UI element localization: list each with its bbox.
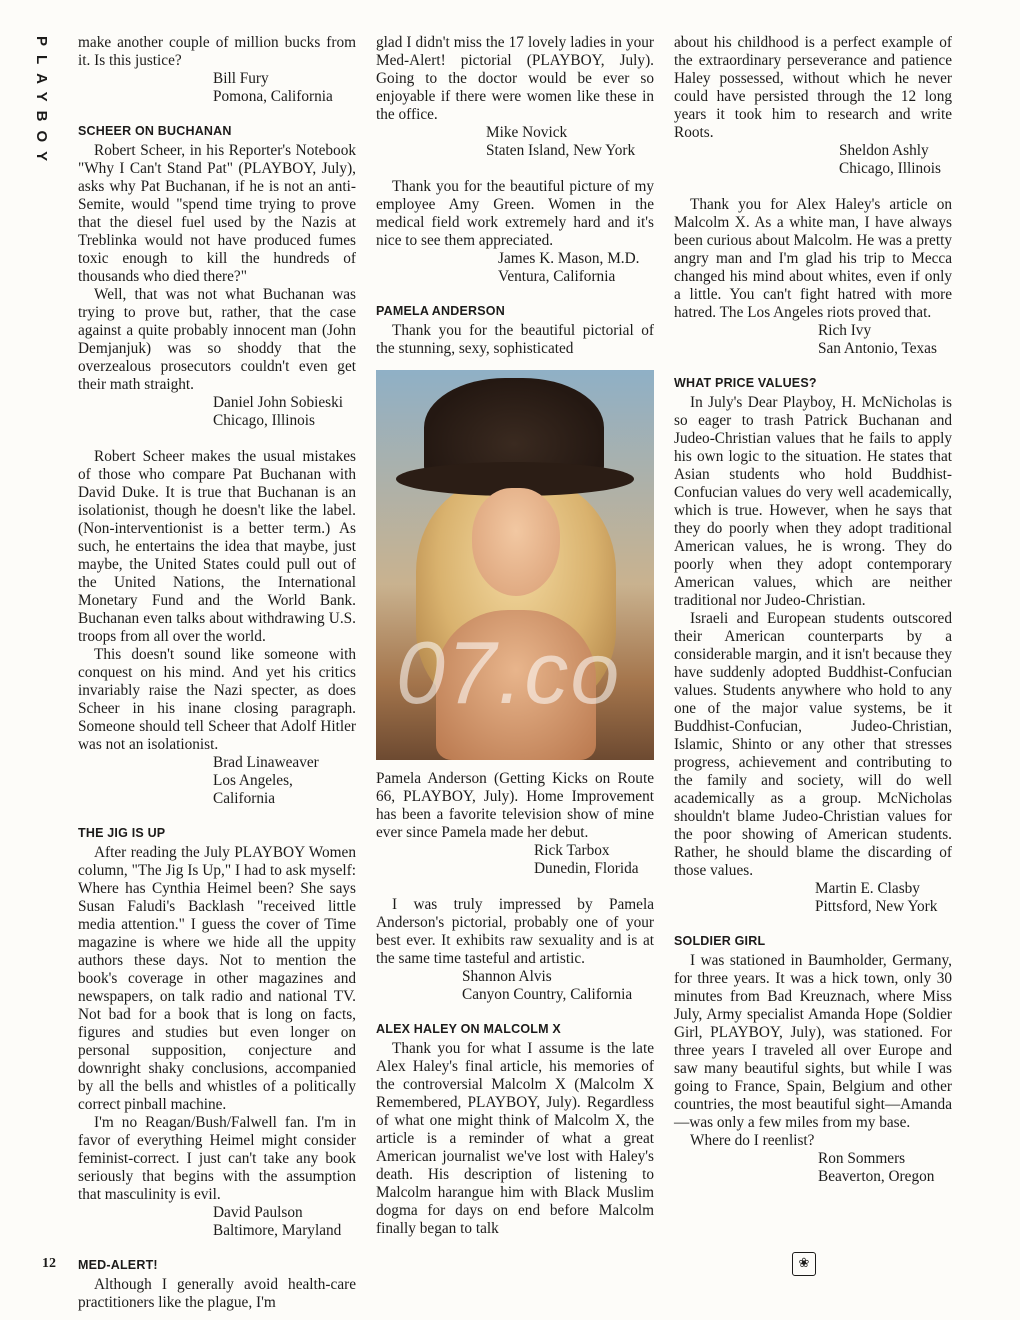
letter-paragraph: Robert Scheer, in his Reporter's Notebook "Why I Can't Stand Pat" (PLAYBOY, July), asks why Pat Buchanan, if he is not an anti-Semite, would "spend time trying to prove that the diesel fuel used by the Nazis at Treblinka would not have produced fumes toxic enough to kill the hundreds of thousands who died there?" <box>78 142 356 285</box>
letter-paragraph: I was truly impressed by Pamela Anderson's pictorial, probably one of your best ever. It exhibits raw sexuality and is at the same time tasteful and artistic. <box>376 896 654 967</box>
playboy-masthead: PLAYBOY <box>33 36 50 171</box>
letter-paragraph: Well, that was not what Buchanan was trying to prove but, rather, that the case against a quite probably innocent man (John Demjanjuk) was so shoddy that the overzealous prosecutors couldn't even get their math straight. <box>78 286 356 393</box>
section-heading: SCHEER ON BUCHANAN <box>78 124 232 138</box>
column-3 <box>674 34 952 1186</box>
letter-signature: Shannon Alvis Canyon Country, California <box>462 968 633 1003</box>
letter-signature: James K. Mason, M.D. Ventura, California <box>498 250 640 285</box>
section-heading: WHAT PRICE VALUES? <box>674 376 817 390</box>
letter-signature: Brad Linaweaver Los Angeles, California <box>213 754 319 807</box>
letter-paragraph: Thank you for Alex Haley's article on Malcolm X. As a white man, I have always been curious about Malcolm. He was a pretty angry man and I'm glad his trip to Mecca changed his mind about whites, even if only a little. You can't fight hatred with more hatred. The Los Angeles riots proved that. <box>674 196 952 321</box>
letter-paragraph: After reading the July PLAYBOY Women column, "The Jig Is Up," I had to ask myself: Where has Cynthia Heimel been? She says Susan Faludi's Backlash "received little media attention." I guess the cover of Time magazine is where we hide all the uppity authors these days. Not to mention the book's coverage in other magazines and newspapers, on talk radio and national TV. Not bad for a book that is long on facts, figures and studies but even longer on personal supposition, conjecture and downright shaky conclusions, accompanied by all the bells and whistles of a politically correct pinball machine. <box>78 844 356 1113</box>
section-heading: SOLDIER GIRL <box>674 934 766 948</box>
section-heading: PAMELA ANDERSON <box>376 304 505 318</box>
rabbit-logo-icon: ❀ <box>792 1252 816 1276</box>
letter-paragraph: I'm no Reagan/Bush/Falwell fan. I'm in favor of everything Heimel might consider feminist-correct. I just can't take any book seriously that begins with the assumption that masculinity is evil. <box>78 1114 356 1203</box>
letter-signature: Rick Tarbox Dunedin, Florida <box>534 842 639 877</box>
column-1 <box>78 34 356 1312</box>
letter-paragraph: Thank you for what I assume is the late Alex Haley's final article, his memories of the controversial Malcolm X (Malcolm X Remembered, PLAYBOY, July). Regardless of what one might think of Malcolm X, the article is a reminder of what a great American journalist we've lost with Haley's death. His description of listening to Malcolm harangue him with Black Muslim dogma for days on end before Malcolm finally began to talk <box>376 1040 654 1237</box>
section-heading: THE JIG IS UP <box>78 826 166 840</box>
section-heading: ALEX HALEY ON MALCOLM X <box>376 1022 561 1036</box>
letter-paragraph: Robert Scheer makes the usual mistakes of those who compare Pat Buchanan with David Duke. It is true that Buchanan is an isolationist, though he doesn't like the label. (Non-interventionist is a better term.) As such, he entertains the idea that maybe, just maybe, the United States could pull out of the United Nations, the International Monetary Fund and the World Bank. Buchanan even talks about withdrawing U.S. troops from all over the world. <box>78 448 356 645</box>
letter-paragraph: make another couple of million bucks from it. Is this justice? <box>78 34 356 69</box>
letter-signature: Sheldon Ashly Chicago, Illinois <box>839 142 941 177</box>
letter-paragraph: Pamela Anderson (Getting Kicks on Route 66, PLAYBOY, July). Home Improvement has been a favorite television show of mine ever since Pamela made her debut. <box>376 770 654 841</box>
letter-paragraph: Where do I reenlist? <box>690 1132 815 1149</box>
watermark: 07.co <box>396 623 622 722</box>
letter-paragraph: In July's Dear Playboy, H. McNicholas is so eager to trash Patrick Buchanan and Judeo-Christian values that he fails to apply his own logic to the situation. He states that Asian students who hold Buddhist-Confucian values do very well academically, which is true. However, when he says that they do poorly when they adopt traditional American values, he is wrong. They do poorly when they adopt contemporary American values, which are neither traditional nor Judeo-Christian. <box>674 394 952 609</box>
letter-signature: Daniel John Sobieski Chicago, Illinois <box>213 394 344 429</box>
letter-signature: Rich Ivy San Antonio, Texas <box>818 322 937 357</box>
letter-signature: Martin E. Clasby Pittsford, New York <box>815 880 938 915</box>
letter-paragraph: This doesn't sound like someone with conquest on his mind. And yet his critics invariably raise the Nazi specter, as does Scheer in his inane closing paragraph. Someone should tell Scheer that Adolf Hitler was not an isolationist. <box>78 646 356 753</box>
letter-paragraph: Thank you for the beautiful pictorial of the stunning, sexy, sophisticated <box>376 322 654 357</box>
section-heading: MED-ALERT! <box>78 1258 158 1272</box>
letter-signature: Mike Novick Staten Island, New York <box>486 124 636 159</box>
letter-paragraph: Thank you for the beautiful picture of my employee Amy Green. Women in the medical field work extremely hard and it's nice to see them appreciated. <box>376 178 654 249</box>
letter-paragraph: Israeli and European students outscored their American counterparts by a considerable margin, and it isn't because they have suddenly adopted Buddhist-Confucian values. Students anywhere who hold to any one of the major value systems, be it Buddhist-Confucian, Judeo-Christian, Islamic, Shinto or any other that stresses progress, achievement and contributing to the family and society, will do well academically as a group. McNicholas shouldn't blame Judeo-Christian values for the poor showing of American students. Rather, he should blame the discarding of those values. <box>674 610 952 879</box>
page-number: 12 <box>42 1256 56 1271</box>
letter-paragraph: I was stationed in Baumholder, Germany, for three years. It was a hick town, only 30 minutes from Bad Kreuznach, where Miss July, Army specialist Amanda Hope (Soldier Girl, PLAYBOY, July), was stationed. For three years I traveled all over Europe and saw many beautiful sights, but while I was going to France, Spain, Belgium and other countries, the most beautiful sight—Amanda—was only a few miles from my base. <box>674 952 952 1131</box>
letter-paragraph: glad I didn't miss the 17 lovely ladies in your Med-Alert! pictorial (PLAYBOY, July). Going to the doctor would be ever so enjoyable if there were women like these in the office. <box>376 34 654 123</box>
letter-paragraph: Although I generally avoid health-care practitioners like the plague, I'm <box>78 1276 356 1311</box>
letter-signature: Bill Fury Pomona, California <box>213 70 333 105</box>
letter-signature: Ron Sommers Beaverton, Oregon <box>818 1150 935 1185</box>
letter-paragraph: about his childhood is a perfect example of the extraordinary perseverance and patience Haley possessed, without which he never could have persisted through the 12 long years it took him to research and write Roots. <box>674 34 952 141</box>
letter-signature: David Paulson Baltimore, Maryland <box>213 1204 342 1239</box>
